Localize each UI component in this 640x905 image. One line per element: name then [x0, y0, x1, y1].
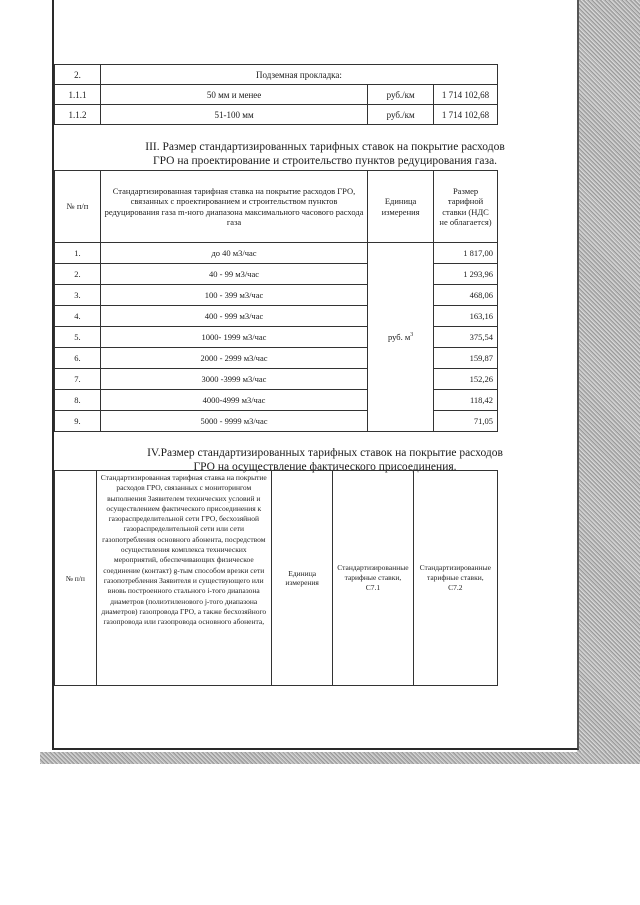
table-row — [55, 243, 498, 264]
scan-edge-bottom — [40, 752, 640, 764]
header-unit: Единица измерения — [272, 471, 333, 686]
table-header-row — [55, 171, 498, 243]
row-value: 1 293,96 — [434, 264, 498, 285]
section-3-heading — [110, 140, 540, 168]
row-number: 6. — [55, 348, 101, 369]
row-range: 1000- 1999 м3/час — [100, 327, 367, 348]
heading-line: ГРО на осуществление фактического присоединения. — [193, 461, 457, 473]
row-range: до 40 м3/час — [100, 243, 367, 264]
section-label: Подземная прокладка: — [100, 65, 497, 85]
row-number: 4. — [55, 306, 101, 327]
pipeline-rates-table — [54, 64, 498, 125]
heading-line: IV.Размер стандартизированных тарифных ставок на покрытие расходов — [147, 447, 503, 459]
header-desc: Стандартизированная тарифная ставка на покрытие расходов ГРО, связанных с мониторингом выполнения Заявителем технических условий и осуществлением фактического присоединения к газораспределительной сети ГРО, бесхозяйной газораспределительной сети или сети газопотребления основного абонента, посредством осуществления комплекса технических мероприятий, обеспечивающих физическое соединение (контакт) g-тым способом врезки сети газопотребления Заявителя и существующего или вновь построенного стального i-того диапазона диаметров (полиэтиленового j-того диапазона диаметров) газопровода ГРО, а также бесхозяйного газопровода или газопровода основного абонента, — [96, 471, 272, 686]
reduction-points-table — [54, 170, 498, 432]
heading-line: III. Размер стандартизированных тарифных ставок на покрытие расходов — [145, 141, 505, 153]
row-range: 4000-4999 м3/час — [100, 390, 367, 411]
row-value: 163,16 — [434, 306, 498, 327]
heading-line: ГРО на проектирование и строительство пунктов редуцирования газа. — [152, 155, 498, 167]
row-range: 3000 -3999 м3/час — [100, 369, 367, 390]
row-value: 375,54 — [434, 327, 498, 348]
connection-rates-table — [54, 470, 498, 686]
header-num: № п/п — [55, 171, 101, 243]
row-number: 2. — [55, 264, 101, 285]
header-c71: Стандартизированные тарифные ставки, С7.1 — [333, 471, 413, 686]
row-number: 5. — [55, 327, 101, 348]
row-value: 1 817,00 — [434, 243, 498, 264]
table-row — [55, 105, 498, 125]
row-number: 7. — [55, 369, 101, 390]
row-unit: руб./км — [368, 105, 434, 125]
row-number: 2. — [55, 65, 101, 85]
header-desc: Стандартизированная тарифная ставка на покрытие расходов ГРО, связанных с проектированием и строительством пунктов редуцирования газа m-ного диапазона максимального часового расхода газа — [100, 171, 367, 243]
row-range: 2000 - 2999 м3/час — [100, 348, 367, 369]
row-value: 152,26 — [434, 369, 498, 390]
row-number: 8. — [55, 390, 101, 411]
row-range: 400 - 999 м3/час — [100, 306, 367, 327]
unit-text: руб. м — [387, 332, 411, 342]
table-row — [55, 85, 498, 105]
table-row — [55, 65, 498, 85]
row-range: 100 - 399 м3/час — [100, 285, 367, 306]
row-range: 5000 - 9999 м3/час — [100, 411, 367, 432]
header-num: № п/п — [55, 471, 97, 686]
row-value: 468,06 — [434, 285, 498, 306]
table-header-row — [55, 471, 498, 686]
row-label: 50 мм и менее — [100, 85, 367, 105]
row-number: 3. — [55, 285, 101, 306]
row-number: 1.1.1 — [55, 85, 101, 105]
row-number: 9. — [55, 411, 101, 432]
row-value: 159,87 — [434, 348, 498, 369]
row-label: 51-100 мм — [100, 105, 367, 125]
row-value: 118,42 — [434, 390, 498, 411]
header-c72: Стандартизированные тарифные ставки, С7.2 — [413, 471, 497, 686]
row-number: 1.1.2 — [55, 105, 101, 125]
row-value: 1 714 102,68 — [434, 105, 498, 125]
header-unit: Единица измерения — [368, 171, 434, 243]
unit-sup: 3 — [410, 332, 414, 339]
row-range: 40 - 99 м3/час — [100, 264, 367, 285]
row-unit: руб./км — [368, 85, 434, 105]
row-number: 1. — [55, 243, 101, 264]
scan-edge-right — [577, 0, 640, 762]
row-value: 71,05 — [434, 411, 498, 432]
row-value: 1 714 102,68 — [434, 85, 498, 105]
unit-cell — [368, 243, 434, 432]
header-value: Размер тарифной ставки (НДС не облагается) — [434, 171, 498, 243]
